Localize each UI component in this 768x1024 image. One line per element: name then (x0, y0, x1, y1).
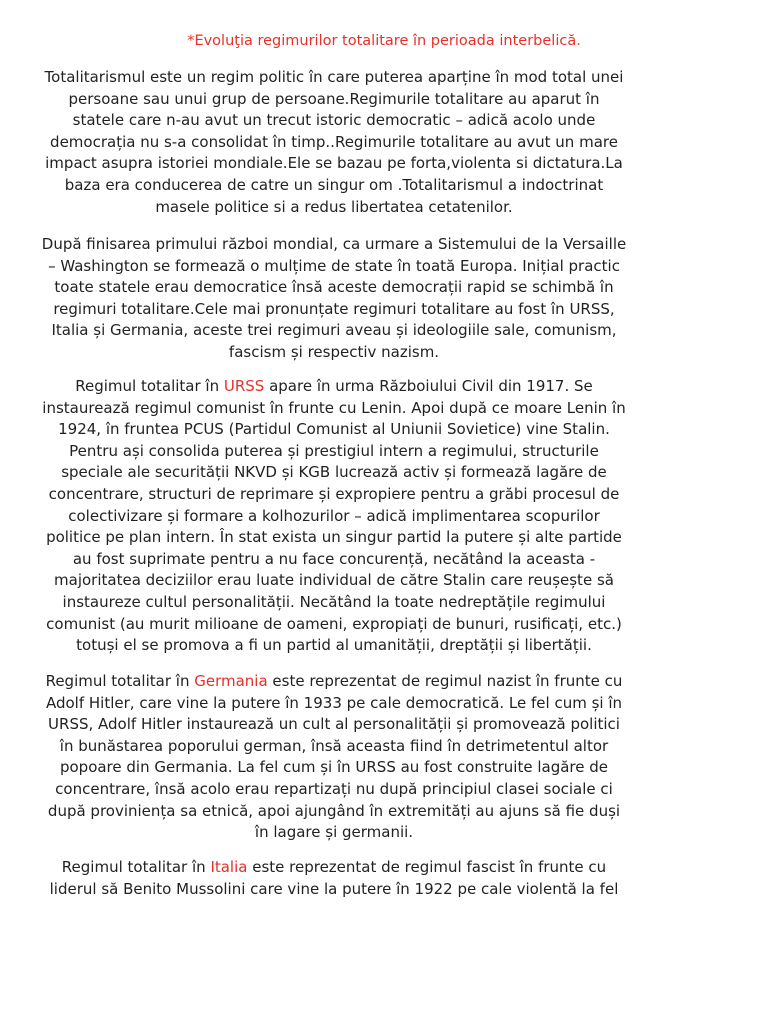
paragraph-line: Pentru ași consolida puterea și prestigiul intern a regimului, structurile (69, 441, 599, 460)
continuation-text: apare în urma Războiului Civil din 1917. Se (264, 377, 593, 395)
paragraph-line: concentrare, structuri de reprimare și expropiere pentru a grăbi procesul de (48, 484, 620, 503)
paragraph-line: baza era conducerea de catre un singur om .Totalitarismul a indoctrinat (64, 175, 604, 194)
paragraph-totalitarism (22, 67, 646, 218)
paragraph-line: 1924, în fruntea PCUS (Partidul Comunist al Uniunii Sovietice) vine Stalin. (58, 420, 610, 439)
intro-text: Regimul totalitar în (75, 377, 224, 395)
intro-text: Regimul totalitar în (45, 672, 195, 690)
paragraph-line: după proviniența sa etnică, apoi ajungând în extremități au ajuns să fie duși (47, 801, 621, 820)
paragraph-line: politice pe plan intern. În stat exista un singur partid la putere și alte partide (46, 528, 622, 547)
paragraph-germania (22, 671, 646, 844)
paragraph-line: – Washington se formează o mulțime de state în toată Europa. Inițial practic (48, 256, 620, 275)
paragraph-line: în bunăstarea poporului german, însă aceasta fiind în detrimetentul altor (59, 736, 609, 755)
highlight-germania: Germania (194, 672, 268, 690)
paragraph-line: comunist (au murit milioane de oameni, expropiați de bunuri, rusificați, etc.) (46, 614, 622, 633)
paragraph-first-line (22, 376, 646, 398)
continuation-text: este reprezentat de regimul fascist în frunte cu (247, 858, 607, 876)
highlight-italia: Italia (210, 858, 248, 876)
paragraph-line: persoane sau unui grup de persoane.Regimurile totalitare au aparut în (68, 89, 600, 108)
paragraph-line: totuși el se promova a fi un partid al umanității, dreptății și libertății. (76, 636, 592, 655)
paragraph-line: instaurează regimul comunist în frunte cu Lenin. Apoi după ce moare Lenin în (42, 398, 626, 417)
continuation-text: este reprezentat de regimul nazist în frunte cu (267, 672, 623, 690)
paragraph-first-line (22, 671, 646, 693)
intro-text: Regimul totalitar în (61, 858, 211, 876)
paragraph-line: popoare din Germania. La fel cum și în URSS au fost construite lagăre de (59, 758, 609, 777)
paragraph-line: în lagare și germanii. (254, 823, 414, 842)
paragraph-line: masele politice si a redus libertatea cetatenilor. (155, 197, 513, 216)
paragraph-line: democrația nu s-a consolidat în timp..Regimurile totalitare au avut un mare (50, 132, 618, 151)
paragraph-line: majoritatea deciziilor erau luate individual de către Stalin care reușește să (54, 571, 614, 590)
paragraph-line: fascism și respectiv nazism. (228, 342, 440, 361)
paragraph-urss (22, 376, 646, 657)
paragraph-line: toate statele erau democratice însă aceste democrații rapid se schimbă în (54, 278, 614, 297)
document-title: *Evoluţia regimurilor totalitare în perioada interbelică. (187, 33, 581, 49)
paragraph-line: speciale ale securității NKVD și KGB lucrează activ și formează lagăre de (61, 463, 607, 482)
paragraph-line: concentrare, însă acolo erau repartizați nu după principiul clasei sociale ci (55, 779, 613, 798)
paragraph-line: regimuri totalitare.Cele mai pronunțate regimuri totalitare au fost în URSS, (53, 299, 615, 318)
paragraph-line: Totalitarismul este un regim politic în care puterea aparține în mod total unei (44, 68, 624, 86)
paragraph-italia (22, 857, 646, 900)
paragraph-line: Italia și Germania, aceste trei regimuri aveau și ideologiile sale, comunism, (51, 321, 617, 340)
paragraph-line: Adolf Hitler, care vine la putere în 1933 pe cale democratică. Le fel cum și în (45, 693, 623, 712)
paragraph-line: URSS, Adolf Hitler instaurează un cult al personalității și promovează politici (48, 715, 620, 734)
paragraph-line: După finisarea primului război mondial, ca urmare a Sistemului de la Versaille (41, 235, 627, 253)
highlight-urss: URSS (223, 377, 265, 395)
paragraph-first-line (22, 857, 646, 879)
paragraph-line: impact asupra istoriei mondiale.Ele se bazau pe forta,violenta si dictatura.La (45, 154, 623, 173)
paragraph-line: liderul să Benito Mussolini care vine la putere în 1922 pe cale violentă la fel (49, 879, 619, 898)
paragraph-line: statele care n-au avut un trecut istoric democratic – adică acolo unde (72, 111, 596, 130)
paragraph-line: au fost suprimate pentru a nu face concurență, necătând la aceasta - (72, 549, 596, 568)
paragraph-post-war (22, 234, 646, 364)
paragraph-line: colectivizare și formare a kolhozurilor – adică implimentarea scopurilor (68, 506, 600, 525)
paragraph-line: instaureze cultul personalității. Necătând la toate nedreptățile regimului (62, 592, 606, 611)
